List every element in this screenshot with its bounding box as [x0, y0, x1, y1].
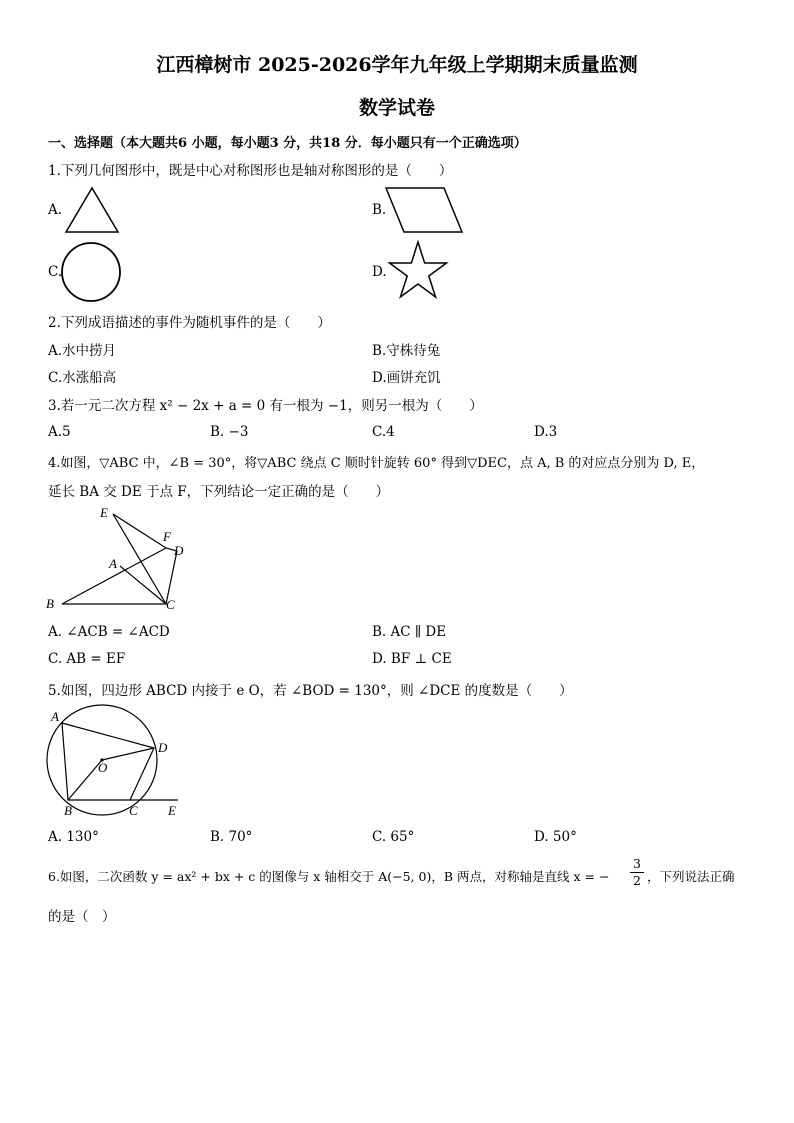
- fraction-denominator: 2: [633, 873, 641, 888]
- question-3-option-c: C.4: [372, 424, 395, 440]
- question-2-option-b: B.守株待兔: [372, 343, 441, 359]
- question-1-option-a: A.: [48, 202, 63, 218]
- question-4-stem-line-1: 4.如图，▽ABC 中，∠B = 30°，将▽ABC 绕点 C 顺时针旋转 60° 得到▽DEC，点 A, B 的对应点分别为 D, E，: [48, 456, 705, 471]
- question-5-option-a: A. 130°: [48, 829, 99, 845]
- figure-label-o: O: [98, 760, 108, 775]
- parallelogram-icon: [384, 186, 464, 234]
- figure-label-c: C: [129, 803, 138, 818]
- figure-label-d: D: [158, 740, 168, 755]
- question-1-stem: 1.下列几何图形中，既是中心对称图形也是轴对称图形的是（ ）: [48, 163, 453, 179]
- question-4-stem-line-2: 延长 BA 交 DE 于点 F，下列结论一定正确的是（ ）: [48, 484, 390, 500]
- question-3-stem: 3.若一元二次方程 x² − 2x + a = 0 有一根为 −1，则另一根为（ ）: [48, 398, 483, 414]
- question-6-stem-line-2: 的是（ ）: [48, 909, 116, 925]
- question-5-option-c: C. 65°: [372, 829, 415, 845]
- fraction-numerator: 3: [630, 856, 644, 873]
- figure-label-a: A: [109, 556, 117, 571]
- figure-label-d: D: [174, 543, 184, 558]
- figure-label-c: C: [166, 597, 175, 612]
- question-5-stem: 5.如图，四边形 ABCD 内接于 e O，若 ∠BOD = 130°，则 ∠DCE 的度数是（ ）: [48, 683, 573, 699]
- question-3-option-b: B. −3: [210, 424, 249, 440]
- question-2-stem: 2.下列成语描述的事件为随机事件的是（ ）: [48, 315, 331, 331]
- question-4-figure: [40, 502, 200, 614]
- circle-icon: [60, 241, 122, 303]
- question-1-option-d: D.: [372, 264, 387, 280]
- question-2-option-a: A.水中捞月: [48, 343, 117, 359]
- figure-label-e: E: [168, 803, 176, 818]
- figure-label-b: B: [46, 596, 54, 611]
- question-5-option-b: B. 70°: [210, 829, 253, 845]
- question-2-option-d: D.画饼充饥: [372, 370, 441, 386]
- question-1-option-b: B.: [372, 202, 387, 218]
- exam-subtitle: 数学试卷: [358, 97, 435, 119]
- question-4-option-d: D. BF ⊥ CE: [372, 651, 452, 667]
- question-4-option-a: A. ∠ACB = ∠ACD: [48, 624, 170, 640]
- question-3-option-a: A.5: [48, 424, 71, 440]
- question-1-option-c: C.: [48, 264, 63, 280]
- figure-label-b: B: [64, 803, 72, 818]
- question-3-option-d: D.3: [534, 424, 558, 440]
- question-4-option-b: B. AC ∥ DE: [372, 624, 447, 640]
- question-6-stem-line-1: 6.如图，二次函数 y = ax² + bx + c 的图像与 x 轴相交于 A(−5, 0)，B 两点，对称轴是直线 x = −: [48, 869, 610, 884]
- triangle-icon: [64, 186, 120, 234]
- section-header: 一、选择题（本大题共6 小题，每小题3 分，共18 分．每小题只有一个正确选项）: [48, 136, 527, 151]
- question-5-figure: [40, 706, 190, 822]
- question-4-option-c: C. AB = EF: [48, 651, 126, 667]
- question-5-option-d: D. 50°: [534, 829, 577, 845]
- figure-label-e: E: [100, 505, 108, 520]
- question-6-stem-line-1-tail: ，下列说法正确: [647, 869, 735, 884]
- question-6-fraction: [630, 856, 644, 889]
- star-icon: [386, 240, 450, 304]
- question-2-option-c: C.水涨船高: [48, 370, 117, 386]
- figure-label-f: F: [163, 529, 171, 544]
- exam-title: 江西樟树市 2025-2026学年九年级上学期期末质量监测: [156, 54, 638, 76]
- figure-label-a: A: [51, 709, 59, 724]
